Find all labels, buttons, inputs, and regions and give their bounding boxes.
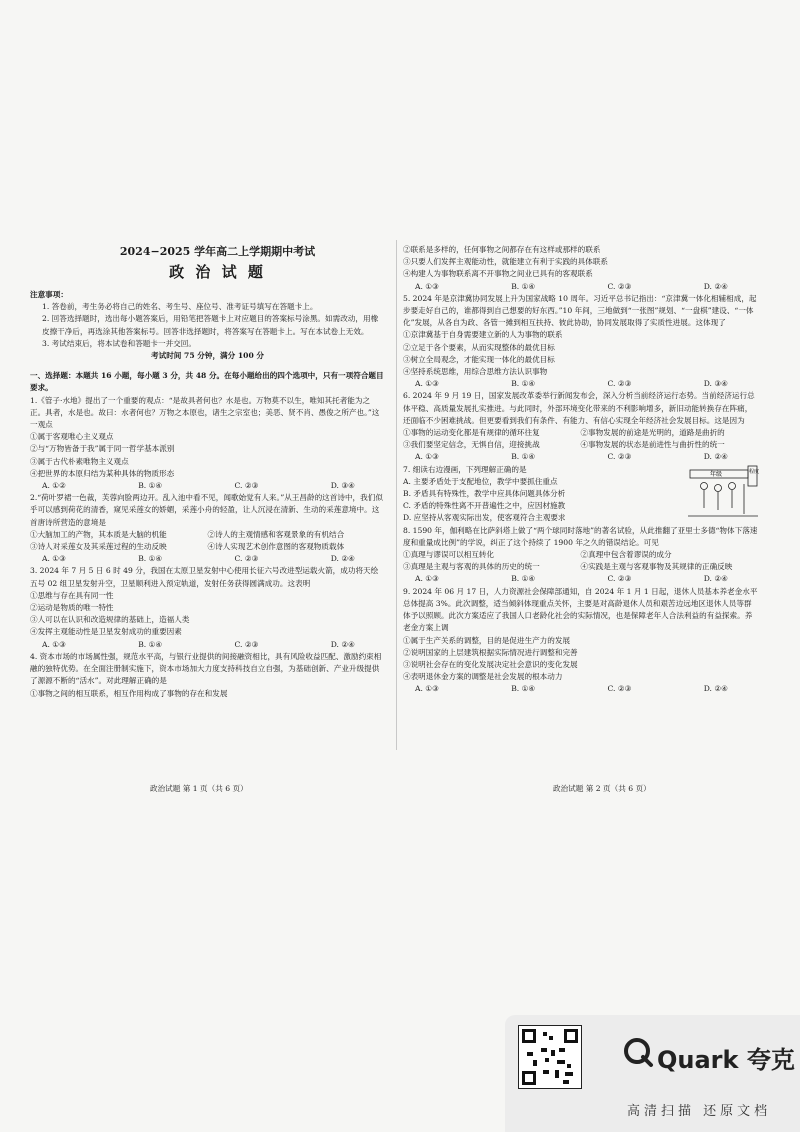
choice-c: C. ②③ [607, 281, 632, 291]
cartoon-illustration [688, 464, 758, 524]
choice-a: A. ①③ [415, 684, 439, 694]
quark-tagline: 高清扫描 还原文档 [627, 1104, 772, 1119]
option: ②与“万物皆备于我”属于同一哲学基本派别 [30, 444, 175, 454]
choice-a: A. ①③ [42, 554, 66, 564]
answer-choices [403, 378, 758, 390]
notice-item: 1. 答卷前，考生务必将自己的姓名、考生号、座位号、准考证号填写在答题卡上。 [42, 302, 318, 312]
exam-subject: 政 治 试 题 [169, 263, 266, 281]
option: C. 矛盾的特殊性离不开普遍性之中，应因材施教 [403, 501, 566, 511]
answer-choices [403, 573, 758, 585]
option: B. 矛盾具有特殊性，教学中应具体问题具体分析 [403, 489, 566, 499]
exam-title: 2024−2025 学年高二上学期期中考试 [119, 245, 316, 258]
option: ③诗人对采莲女及其采莲过程的生动反映 [30, 542, 167, 552]
page-footer-left: 政治试题 第 1 页（共 6 页） [150, 784, 248, 793]
answer-choices [30, 480, 385, 492]
option: ①大脑加工的产物，其本质是大脑的机能 [30, 529, 167, 539]
option: ①事物之间的相互联系，相互作用构成了事物的存在和发展 [30, 688, 228, 698]
question-stem: 2.“荷叶罗裙一色裁，芙蓉向脸两边开。乱入池中看不见，闻歌始觉有人来。”从王昌龄的这首诗中，我们似乎可以感到荷花的清香，窥见采莲女的娇媚，采莲小舟的轻盈，让人沉浸在清新、生动的采莲意境中。这首唐诗所营造的意境是 [30, 493, 383, 527]
choice-b: B. ①④ [138, 481, 163, 491]
question-stem: 5. 2024 年是京津冀协同发展上升为国家战略 10 周年。习近平总书记指出：“京津冀一体化相辅相成，起步要走好自己的，谁都得到自己想要的好东西。”10 年间，三地做到“一张图”规划、“一盘棋”建设、“一体化”发展，从各自为政、各管一摊到相互扶持、彼此协助，协同发展取得了实质性进展。这体现了 [403, 293, 757, 328]
question-stem: 4. 资本市场的市场属性强，规范水平高，与银行业提供的间接融资相比，具有风险收益匹配、激励约束相融的独特优势。在全面注册制实施下，资本市场加大力度支持科技自立自强，为基础创新、产业升级提供了源源不断的“活水”。对此理解正确的是 [30, 651, 382, 686]
option: ④诗人实现艺术创作意图的客观物质载体 [207, 542, 345, 552]
choice-a: A. ①③ [42, 639, 66, 649]
option: ④事物发展的状态是前进性与曲折性的统一 [580, 440, 725, 450]
choice-d: D. ③④ [703, 379, 728, 389]
right-page [403, 244, 758, 696]
quark-brand: Quark 夸克 [657, 1046, 795, 1074]
option: ③树立全局观念，才能实现一体化的最优目标 [403, 354, 555, 364]
answer-choices [30, 553, 385, 565]
notice-item: 3. 考试结束后，将本试卷和答题卡一并交回。 [42, 338, 196, 348]
choice-d: D. ②④ [703, 281, 728, 291]
choice-c: C. ②③ [607, 684, 632, 694]
choice-b: B. ①④ [511, 379, 536, 389]
choice-b: B. ①④ [511, 574, 536, 584]
question-stem: 8. 1590 年，伽利略在比萨斜塔上做了“两个球同时落地”的著名试验，从此推翻了亚里士多德“物体下落速度和重量成比例”的学说，纠正了这个持续了 1900 年之久的错误结论。可见 [403, 525, 758, 547]
option: ③我们要坚定信念，无惧自信，迎接挑战 [403, 440, 540, 450]
quark-logo-icon [623, 1037, 655, 1069]
choice-c: C. ②③ [607, 379, 632, 389]
choice-b: B. ①④ [138, 639, 163, 649]
option: ②真理中包含着谬误的成分 [580, 550, 672, 560]
choice-b: B. ①④ [511, 281, 536, 291]
option: ①真理与谬误可以相互转化 [403, 550, 495, 560]
option: ②诗人的主观情感和客观景象的有机结合 [207, 529, 345, 539]
option: ③属于古代朴素唯物主义观点 [30, 456, 129, 466]
question-stem: 3. 2024 年 7 月 5 日 6 时 49 分，我国在太原卫星发射中心使用长征六号改进型运载火箭，成功将天绘五号 02 组卫星发射升空，卫星顺利进入预定轨道，发射任务获得圆满成功。这表明 [30, 566, 379, 588]
choice-b: B. ①④ [511, 452, 536, 462]
question-9 [403, 586, 758, 696]
choice-d: D. ②④ [703, 574, 728, 584]
notice-item: 2. 回答选择题时，选出每小题答案后，用铅笔把答题卡上对应题目的答案标号涂黑。如需改动，用橡皮擦干净后，再选涂其他答案标号。回答非选择题时，将答案写在答题卡上。写在本试卷上无效。 [42, 314, 379, 336]
option: ③人可以在认识和改造规律的基础上，造福人类 [30, 615, 190, 625]
choice-d: D. ②④ [703, 452, 728, 462]
option: ①属于客观唯心主义观点 [30, 432, 114, 442]
choice-d: D. ②④ [703, 684, 728, 694]
option: ①属于生产关系的调整，目的是促进生产力的发展 [403, 635, 571, 645]
choice-c: C. ②③ [234, 639, 259, 649]
question-1 [30, 395, 385, 493]
choice-c: C. ②③ [607, 452, 632, 462]
question-stem: 6. 2024 年 9 月 19 日，国家发展改革委举行新闻发布会，深入分析当前经济运行态势。当前经济运行总体平稳、高质量发展扎实推进。与此同时，外部环境变化带来的不利影响增多，新旧动能转换存在阵痛，还面临不少困难挑战。但更要看到我们有条件、有能力、有信心实现全年经济社会发展目标。这是因为 [403, 391, 755, 425]
choice-d: D. ③④ [330, 481, 355, 491]
question-stem: 1.《管子·水地》提出了一个重要的观点：“是故具者何也？水是也。万物莫不以生，唯知其托者能为之正。具者，水是也。故曰：水者何也？万物之本原也，诸生之宗室也；美恶、贤不肖、愚俊之所产也。”这一观点 [30, 395, 380, 430]
answer-choices [403, 281, 758, 293]
choice-c: C. ②③ [234, 554, 259, 564]
option: ③只要人们发挥主观能动性，就能建立有利于实践的具体联系 [403, 257, 609, 267]
option: D. 应坚持从客观实际出发，使客观符合主观要求 [403, 513, 566, 523]
option: ④实践是主观与客观事物及其规律的正确反映 [580, 562, 733, 572]
choice-b: B. ①④ [511, 684, 536, 694]
option: ①事物的运动变化都是有规律的循环往复 [403, 428, 540, 438]
option: A. 主要矛盾处于支配地位，教学中要抓住重点 [403, 476, 558, 486]
section-heading: 一、选择题：本题共 16 小题，每小题 3 分，共 48 分。在每小题给出的四个选项中，只有一项符合题目要求。 [30, 371, 384, 393]
option: ②说明国家的上层建筑根据实际情况进行调整和完善 [403, 647, 578, 657]
left-page [30, 244, 385, 700]
question-6 [403, 390, 758, 463]
option: ④发挥主观能动性是卫星发射成功的重要因素 [30, 627, 182, 637]
page-footer-right: 政治试题 第 2 页（共 6 页） [553, 784, 651, 793]
choice-b: B. ①④ [138, 554, 163, 564]
choice-a: A. ①③ [415, 452, 439, 462]
notice-heading: 注意事项： [30, 290, 68, 299]
quark-watermark-card [505, 1015, 800, 1132]
choice-a: A. ①② [42, 481, 66, 491]
option: ②联系是多样的，任何事物之间都存在有这样或那样的联系 [403, 245, 601, 254]
cartoon-label-level: 程度 [749, 468, 760, 475]
question-5 [403, 293, 758, 391]
exam-time: 考试时间 75 分钟，满分 100 分 [151, 351, 264, 361]
column-divider [396, 240, 397, 750]
cartoon-label-grade: 年级 [710, 470, 723, 478]
option: ②立足于各个要素，从而实现整体的最优目标 [403, 342, 555, 352]
option: ①京津冀基于自身需要建立新的人为事物的联系 [403, 330, 563, 340]
choice-a: A. ①③ [415, 379, 439, 389]
choice-c: C. ②③ [607, 574, 632, 584]
choice-c: C. ②③ [234, 481, 259, 491]
question-4 [30, 651, 385, 700]
answer-choices [403, 683, 758, 695]
option: ④坚持系统思维，用综合思维方法认识事物 [403, 367, 548, 377]
option: ③真理是主观与客观的具体的历史的统一 [403, 562, 540, 572]
option: ②运动是物质的唯一特性 [30, 603, 114, 613]
option: ②事物发展的前途是光明的，道路是曲折的 [580, 428, 725, 438]
question-7 [403, 464, 758, 525]
option: ①思维与存在具有同一性 [30, 590, 114, 600]
option: ③说明社会存在的变化发展决定社会意识的变化发展 [403, 659, 578, 669]
choice-a: A. ①③ [415, 281, 439, 291]
option: ④把世界的本原归结为某种具体的物质形态 [30, 468, 175, 478]
choice-d: D. ②④ [330, 639, 355, 649]
option: ④构建人为事物联系离不开事物之间业已具有的客观联系 [403, 269, 593, 279]
question-3 [30, 565, 385, 650]
choice-d: D. ②④ [330, 554, 355, 564]
qr-code-icon [518, 1025, 582, 1089]
choice-a: A. ①③ [415, 574, 439, 584]
question-4-continued [403, 244, 758, 293]
question-2 [30, 492, 385, 565]
question-stem: 7. 细读右边漫画，下列理解正确的是 [403, 464, 527, 474]
question-8 [403, 525, 758, 586]
answer-choices [403, 451, 758, 463]
question-stem: 9. 2024 年 06 月 17 日，人力资源社会保障部通知，自 2024 年 1 月 1 日起，退休人员基本养老金水平总体提高 3%。此次调整，适当倾斜体现重点关怀，主要是对高龄退休人员和艰苦边远地区退休人员等群体予以照顾。此次方案适应了我国人口老龄化社会的实际情况，也是保障老年人合法利益的有益探索。养老金方案上调 [403, 586, 758, 633]
option: ④表明退休金方案的调整是社会发展的根本动力 [403, 672, 563, 682]
answer-choices [30, 639, 385, 651]
